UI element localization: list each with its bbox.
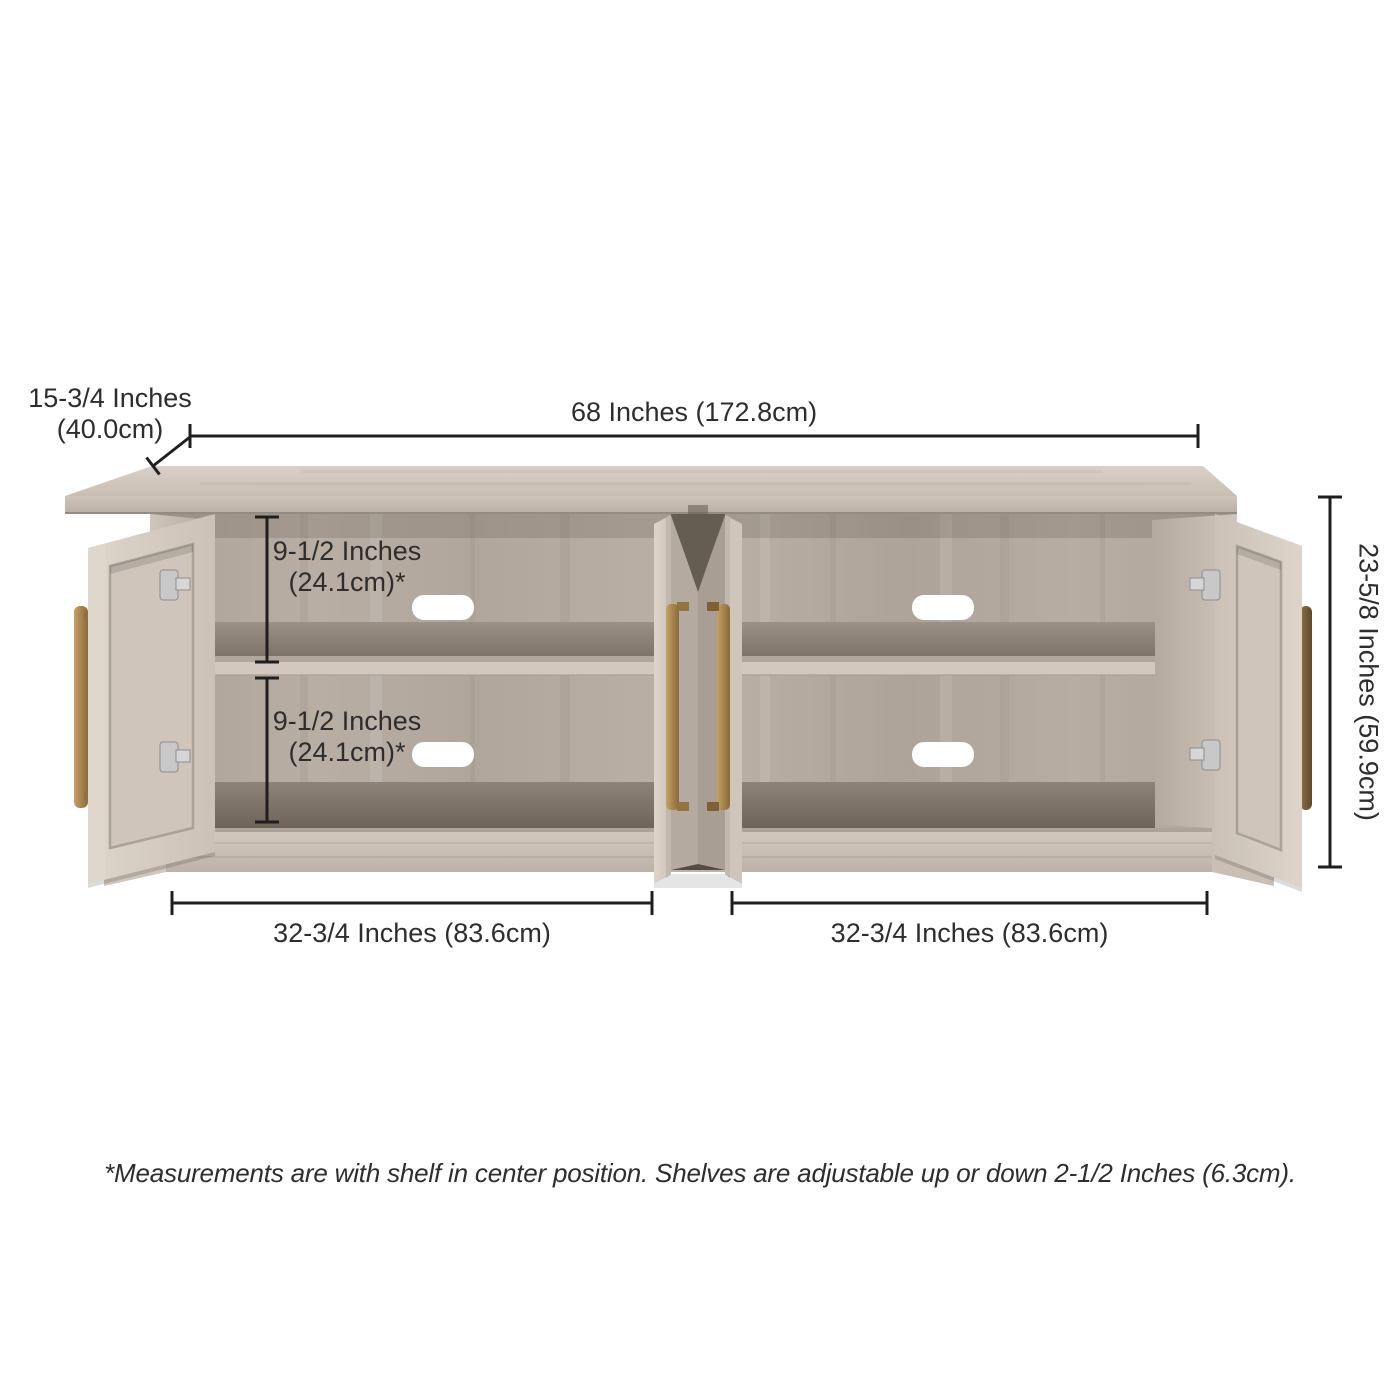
depth-label-line1: 15-3/4 Inches [28,383,192,413]
depth-label [10,383,210,445]
top-panel [65,466,1237,514]
lower-shelf-label-line1: 9-1/2 Inches [272,706,422,736]
center-doors [654,514,742,888]
height-dimension-line [1318,497,1342,867]
lower-shelf-label [272,706,422,768]
overall-height-label: 23-5/8 Inches (59.9cm) [1353,543,1384,821]
cable-hole-upper-right [912,595,974,620]
left-width-dimension-line [172,891,652,915]
cable-hole-upper-left [412,595,474,620]
depth-label-line2: (40.0cm) [56,414,164,444]
cable-hole-lower-right [912,742,974,767]
right-door-panel [1237,546,1281,850]
overall-width-label: 68 Inches (172.8cm) [570,397,818,427]
upper-shelf-label-line2: (24.1cm)* [288,567,406,597]
footnote: *Measurements are with shelf in center position. Shelves are adjustable up or down 2-1/2 Inches (6.3cm). [104,1158,1296,1188]
lower-shelf-label-line2: (24.1cm)* [288,737,406,767]
left-door [74,514,215,888]
right-width-dimension-line [732,891,1207,915]
upper-shelf-label-line1: 9-1/2 Inches [272,536,422,566]
upper-shelf-label [272,536,422,598]
left-cabinet-width-label: 32-3/4 Inches (83.6cm) [273,918,551,948]
right-cabinet-width-label: 32-3/4 Inches (83.6cm) [830,918,1109,948]
